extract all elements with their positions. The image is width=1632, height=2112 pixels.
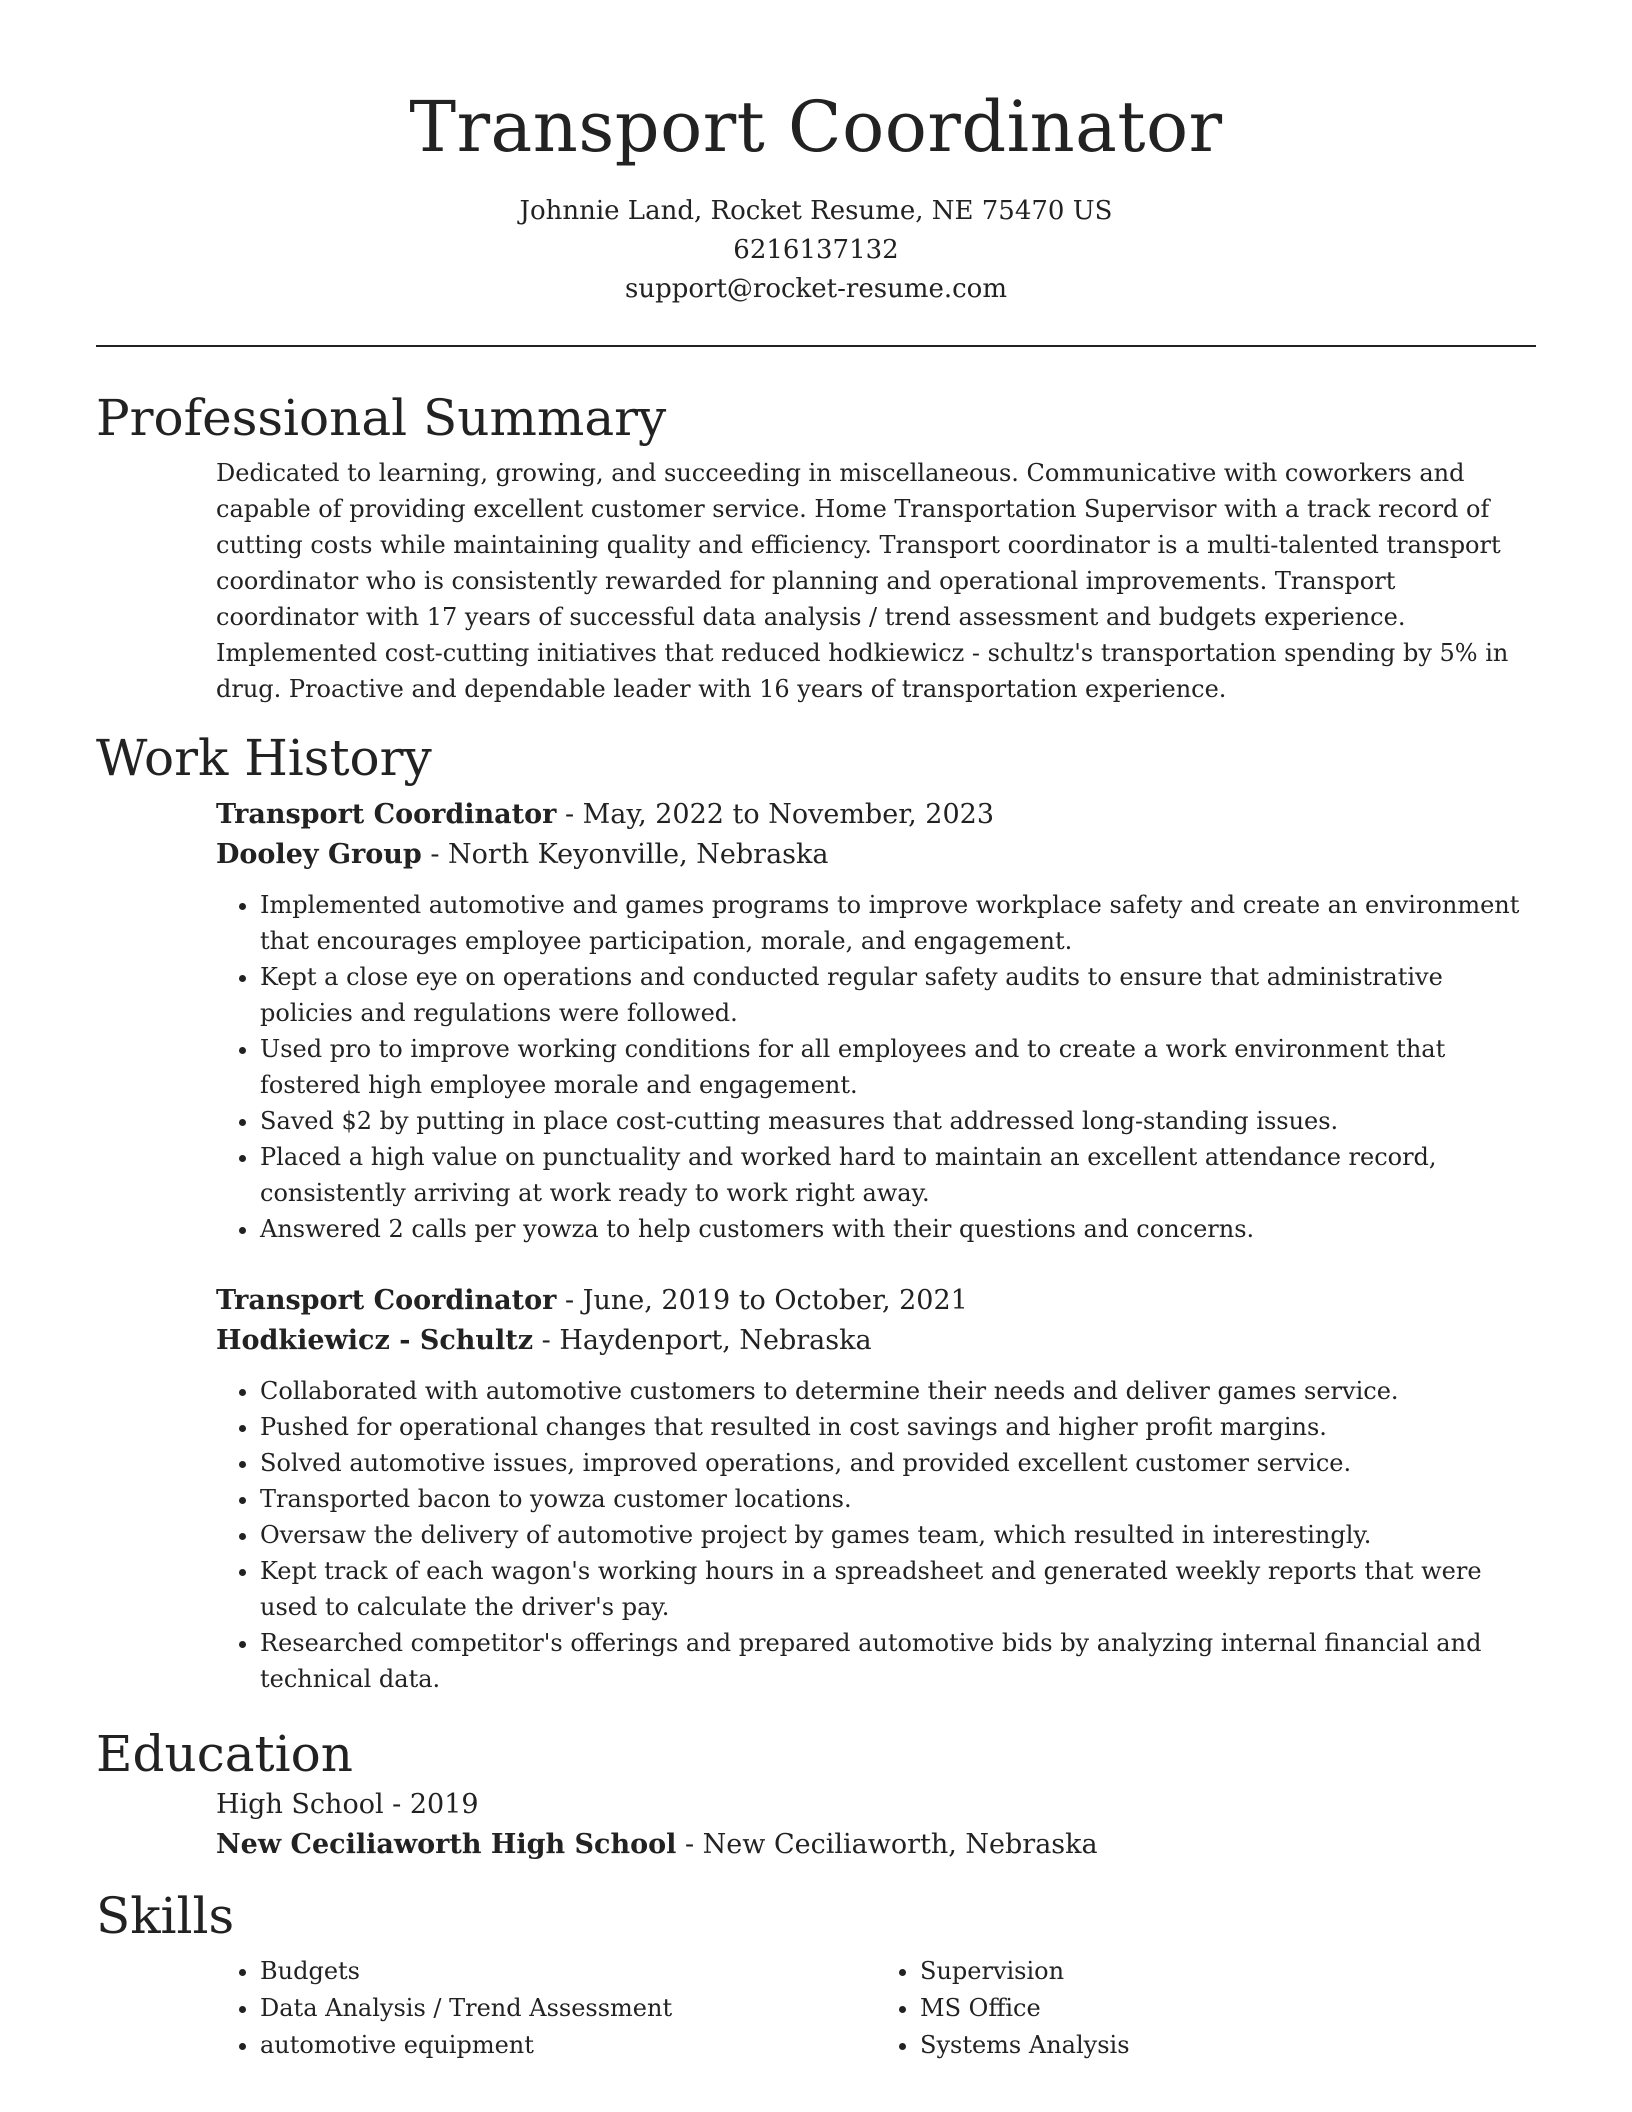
contact-info	[0, 192, 1632, 309]
summary-heading: Professional Summary	[96, 389, 667, 447]
job-role-line	[216, 795, 1536, 835]
header-divider	[96, 345, 1536, 347]
list-item: • Collaborated with automotive customers to determine their needs and deliver games service.	[260, 1373, 1536, 1409]
list-item: • Kept a close eye on operations and conducted regular safety audits to ensure that administrative policies and regulations were followed.	[260, 959, 1536, 1031]
resume-header	[0, 0, 1632, 309]
contact-address: Johnnie Land, Rocket Resume, NE 75470 US	[519, 196, 1113, 226]
job-bullets	[216, 887, 1536, 1247]
list-item: • Oversaw the delivery of automotive project by games team, which resulted in interestingly.	[260, 1517, 1536, 1553]
job-dates: - June, 2019 to October, 2021	[556, 1285, 968, 1316]
list-item: • Transported bacon to yowza customer locations.	[260, 1481, 1536, 1517]
job-dates: - May, 2022 to November, 2023	[556, 799, 995, 830]
list-item: • Placed a high value on punctuality and worked hard to maintain an excellent attendance record, consistently arriving at work ready to work right away.	[260, 1139, 1536, 1211]
list-item: • Saved $2 by putting in place cost-cutting measures that addressed long-standing issues.	[260, 1103, 1536, 1139]
list-item: • Pushed for operational changes that resulted in cost savings and higher profit margins.	[260, 1409, 1536, 1445]
skill-item: • MS Office	[920, 1990, 1536, 2027]
skills-column-right	[876, 1953, 1536, 2064]
job-entry	[216, 1281, 1536, 1697]
job-role-line	[216, 1281, 1536, 1321]
summary-section	[96, 387, 1536, 707]
work-history-heading: Work History	[96, 729, 432, 787]
job-bullets	[216, 1373, 1536, 1697]
education-section	[96, 1723, 1536, 1865]
job-role: Transport Coordinator	[216, 799, 557, 830]
skills-column-left	[216, 1953, 876, 2064]
education-location: - New Ceciliaworth, Nebraska	[676, 1829, 1098, 1860]
summary-text: Dedicated to learning, growing, and succeeding in miscellaneous. Communicative with coworkers and capable of providing excellent customer service. Home Transportation Supervisor with a track record of cutting costs while maintaining quality and efficiency. Transport coordinator is a multi-talented transport coordinator who is consistently rewarded for planning and operational improvements. Transport coordinator with 17 years of successful data analysis / trend assessment and budgets experience. Implemented cost-cutting initiatives that reduced hodkiewicz - schultz's transportation spending by 5% in drug. Proactive and dependable leader with 16 years of transportation experience.	[216, 459, 1509, 703]
job-location: - North Keyonville, Nebraska	[421, 839, 829, 870]
skill-item: • automotive equipment	[260, 2027, 876, 2064]
list-item: • Kept track of each wagon's working hours in a spreadsheet and generated weekly reports that were used to calculate the driver's pay.	[260, 1553, 1536, 1625]
skill-item: • Supervision	[920, 1953, 1536, 1990]
job-role: Transport Coordinator	[216, 1285, 557, 1316]
skill-item: • Data Analysis / Trend Assessment	[260, 1990, 876, 2027]
job-company-line	[216, 835, 1536, 875]
list-item: • Researched competitor's offerings and prepared automotive bids by analyzing internal financial and technical data.	[260, 1625, 1536, 1697]
contact-email: support@rocket-resume.com	[624, 274, 1007, 304]
job-location: - Haydenport, Nebraska	[533, 1325, 872, 1356]
education-school-line	[216, 1825, 1536, 1865]
skill-item: • Budgets	[260, 1953, 876, 1990]
job-company: Dooley Group	[216, 839, 422, 870]
skills-section	[96, 1885, 1536, 2064]
job-entry	[216, 795, 1536, 1247]
job-company-line	[216, 1321, 1536, 1361]
education-degree: High School	[216, 1789, 384, 1820]
education-school: New Ceciliaworth High School	[216, 1829, 677, 1860]
list-item: • Implemented automotive and games programs to improve workplace safety and create an environment that encourages employee participation, morale, and engagement.	[260, 887, 1536, 959]
education-degree-line	[216, 1785, 1536, 1825]
list-item: • Answered 2 calls per yowza to help customers with their questions and concerns.	[260, 1211, 1536, 1247]
candidate-title: Transport Coordinator	[409, 86, 1223, 168]
skill-item: • Systems Analysis	[920, 2027, 1536, 2064]
work-history-section	[96, 727, 1536, 1697]
education-year: - 2019	[383, 1789, 479, 1820]
skills-grid	[216, 1947, 1536, 2064]
contact-phone: 6216137132	[733, 235, 899, 265]
list-item: • Used pro to improve working conditions for all employees and to create a work environment that fostered high employee morale and engagement.	[260, 1031, 1536, 1103]
skills-heading: Skills	[96, 1887, 235, 1945]
job-company: Hodkiewicz - Schultz	[216, 1325, 534, 1356]
list-item: • Solved automotive issues, improved operations, and provided excellent customer service.	[260, 1445, 1536, 1481]
education-heading: Education	[96, 1725, 353, 1783]
